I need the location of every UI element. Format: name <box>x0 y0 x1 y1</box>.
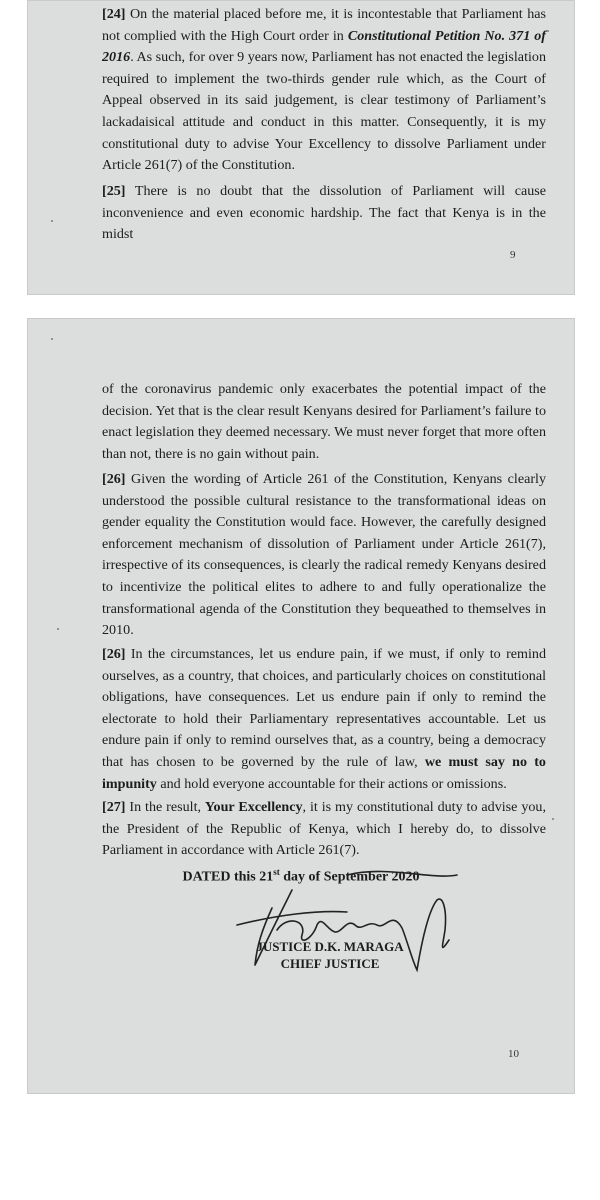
paragraph-text: There is no doubt that the dissolution of Parliament will cause inconvenience and even economic hardship. The fact that Kenya is in the midst <box>102 183 546 243</box>
paragraph-number: [25] <box>102 183 126 199</box>
paragraph-text: On the material placed before me, it is incontestable that Parliament has not complied with the High Court order in <box>102 6 546 44</box>
paragraph-text: of the coronavirus pandemic only exacerbates the potential impact of the decision. Yet that is the clear result Kenyans desired for Parliament’s failure to enact legislation they deemed necessary. We must never forget that more often than not, there is no gain without pain. <box>102 381 546 462</box>
paragraph-number: [26] <box>102 646 126 662</box>
paragraph-text: In the circumstances, let us endure pain, if we must, if only to remind ourselves, as a country, that choices, and particularly choices on constitutional obligations, have consequences. Let us endure pain if only to remind the electorate to hold their Parliamentary representatives accountable. Let us endure pain if only to remind ourselves that, as a country, being a democracy that has chosen to be governed by the rule of law, <box>102 646 546 770</box>
paragraph-number: [27] <box>102 799 126 815</box>
emphasized-text: Constitutional Petition No. 371 of 2016 <box>102 27 547 66</box>
paragraph-26b <box>102 644 546 795</box>
document-page-9 <box>27 0 575 295</box>
document-page-10 <box>27 318 575 1094</box>
paragraph-number: [26] <box>102 471 126 487</box>
paragraph-continued <box>102 379 546 465</box>
signatory-name: JUSTICE D.K. MARAGA <box>256 939 404 954</box>
paragraph-27 <box>102 797 546 862</box>
paragraph-text: , it is my constitutional duty to advise you, the President of the Republic of Kenya, which I hereby do, to dissolve Parliament in accordance with Article 261(7). <box>102 799 546 859</box>
paragraph-26a <box>102 469 546 642</box>
emphasized-text: Your Excellency <box>204 799 303 815</box>
paragraph-text: Given the wording of Article 261 of the Constitution, Kenyans clearly understood the possible cultural resistance to the transformational ideas on gender equality the Constitution would face. However, the carefully designed enforcement mechanism of dissolution of Parliament under Article 261(7), irrespective of its consequences, is clearly the radical remedy Kenyans desired to incentivize the political elites to adhere to and fully operationalize the transformational agenda of the Constitution they bequeathed to themselves in 2010. <box>102 471 546 639</box>
paragraph-text: and hold everyone accountable for their actions or omissions. <box>156 775 507 792</box>
signatory-title: CHIEF JUSTICE <box>280 956 380 971</box>
page-number: 10 <box>508 1048 519 1060</box>
paragraph-24 <box>102 4 546 177</box>
date-line: DATED this 21st day of September 2020 <box>182 867 420 885</box>
paragraph-number: [24] <box>102 6 126 22</box>
paragraph-text: In the result, <box>125 799 205 815</box>
paragraph-text: . As such, for over 9 years now, Parliament has not enacted the legislation required to implement the two-thirds gender rule which, as the Court of Appeal observed in its said judgement, is clear testimony of Parliament’s lackadaisical attitude and conduct in this matter. Consequently, it is my constitutional duty to advise Your Excellency to dissolve Parliament under Article 261(7) of the Constitution. <box>102 49 546 174</box>
paragraph-25 <box>102 181 546 246</box>
page-number: 9 <box>510 249 516 261</box>
emphasized-text: we must say no to impunity <box>102 753 546 792</box>
